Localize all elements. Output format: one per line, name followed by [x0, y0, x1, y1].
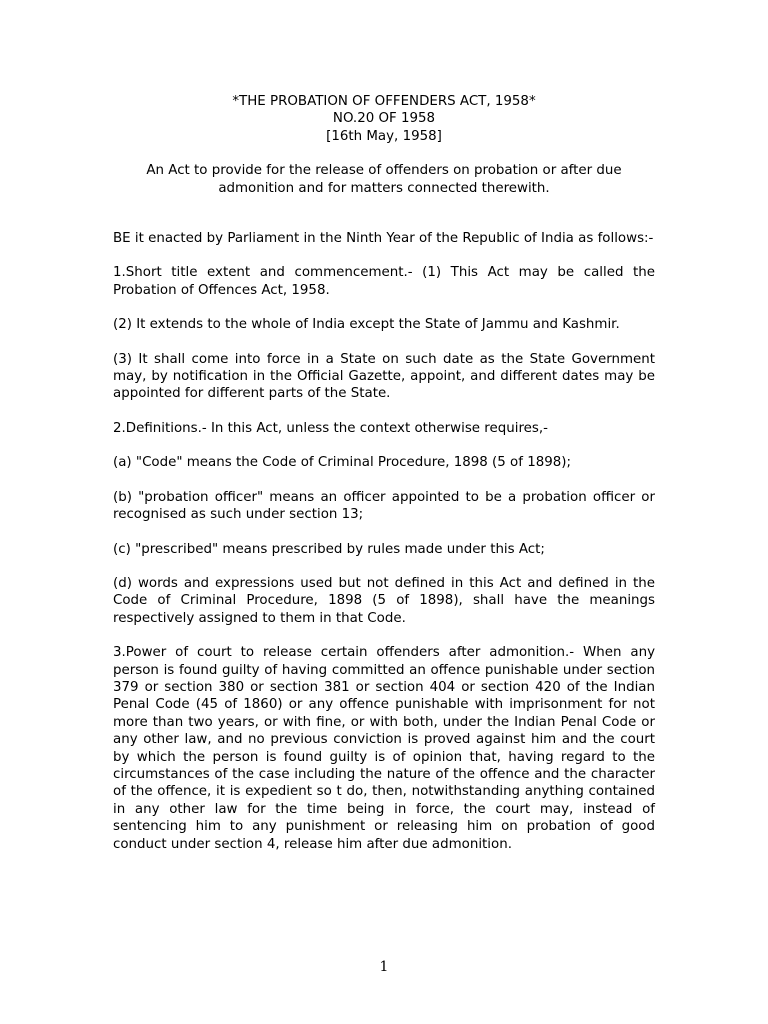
document-body	[113, 230, 655, 853]
document-page	[113, 93, 655, 870]
section-1-commencement: (3) It shall come into force in a State on such date as the State Government may, by notification in the Official Gazette, appoint, and different dates may be appointed for different parts of the State.	[113, 351, 655, 402]
section-2-definitions: 2.Definitions.- In this Act, unless the context otherwise requires,-	[113, 420, 548, 436]
enacting-clause: BE it enacted by Parliament in the Ninth Year of the Republic of India as follows:-	[113, 231, 654, 247]
act-number: NO.20 OF 1958	[332, 111, 436, 127]
definition-prescribed: (c) "prescribed" means prescribed by rules made under this Act;	[113, 541, 545, 557]
definition-probation-officer: (b) "probation officer" means an officer appointed to be a probation officer or recognised as such under section 13;	[113, 489, 655, 523]
act-title: *THE PROBATION OF OFFENDERS ACT, 1958*	[232, 94, 536, 109]
definition-other-words: (d) words and expressions used but not defined in this Act and defined in the Code of Criminal Procedure, 1898 (5 of 1898), shall have the meanings respectively assigned to them in that Code.	[113, 575, 655, 626]
section-1-short-title: 1.Short title extent and commencement.- (1) This Act may be called the Probation of Offences Act, 1958.	[113, 265, 655, 298]
act-date: [16th May, 1958]	[326, 128, 442, 144]
document-header	[113, 93, 655, 145]
act-preamble: An Act to provide for the release of offenders on probation or after due admonition and for matters connected therewith.	[146, 163, 622, 196]
section-1-extent: (2) It extends to the whole of India except the State of Jammu and Kashmir.	[113, 317, 620, 333]
section-3-admonition: 3.Power of court to release certain offenders after admonition.- When any person is found guilty of having committed an offence punishable under section 379 or section 380 or section 381 or section 404 or section 420 of the Indian Penal Code (45 of 1860) or any offence punishable with imprisonment for not more than two years, or with fine, or with both, under the Indian Penal Code or any other law, and no previous conviction is proved against him and the court by which the person is found guilty is of opinion that, having regard to the circumstances of the case including the nature of the offence and the character of the offence, it is expedient so t do, then, notwithstanding anything contained in any other law for the time being in force, the court may, instead of sentencing him to any punishment or releasing him on probation of good conduct under section 4, release him after due admonition.	[113, 645, 655, 852]
definition-code: (a) "Code" means the Code of Criminal Procedure, 1898 (5 of 1898);	[113, 455, 572, 471]
page-number: 1	[379, 959, 389, 975]
